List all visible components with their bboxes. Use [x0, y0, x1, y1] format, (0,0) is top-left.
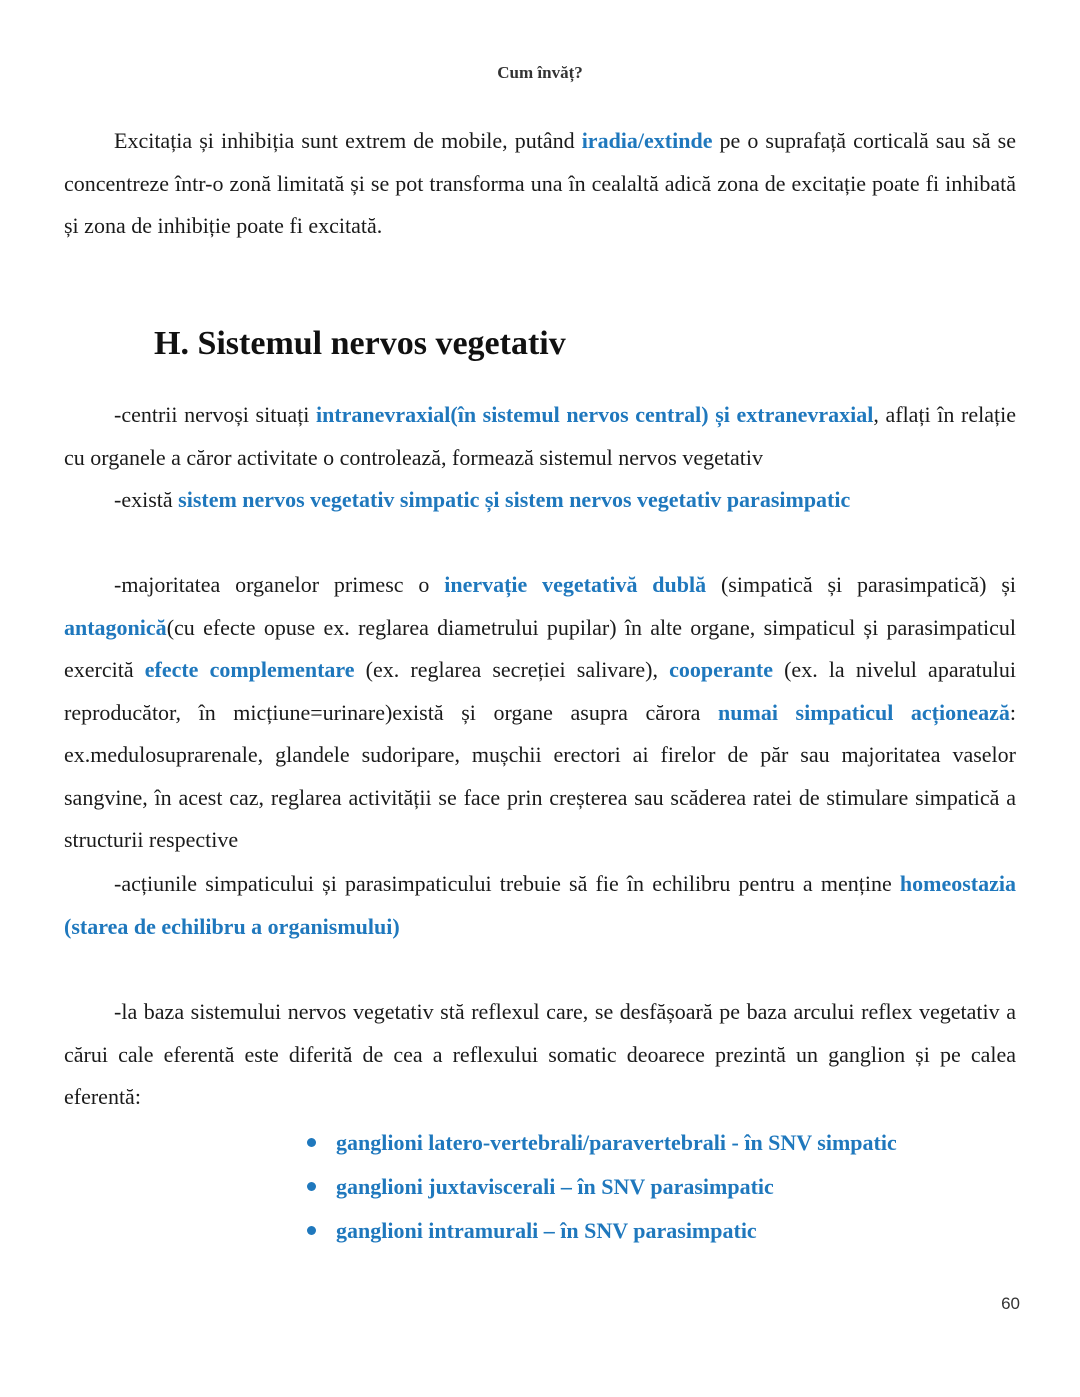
text: -acțiunile simpaticului și parasimpaticului trebuie să fie în echilibru pentru a menține: [114, 871, 900, 896]
list-item-text: ganglioni latero-vertebrali/paravertebrali - în SNV simpatic: [336, 1130, 897, 1155]
list-item: [300, 1165, 897, 1209]
ganglioni-list: [300, 1121, 897, 1253]
text: -există: [114, 487, 179, 512]
list-item-text: ganglioni juxtaviscerali – în SNV parasimpatic: [336, 1174, 774, 1199]
bullet-icon: [307, 1138, 316, 1147]
text: (simpatică și parasimpatică) și: [706, 572, 1016, 597]
text: pe o suprafață corticală sau să se concentreze într-o zonă limitată și se pot transforma una în cealaltă adică zona de excitație poate fi inhibată și zona de inhibiție poate fi excitată.: [64, 128, 1016, 238]
text: (ex. reglarea secreției salivare),: [354, 657, 670, 682]
paragraph-actiunile: [64, 863, 1016, 948]
text: -la baza sistemului nervos vegetativ stă reflexul care, se desfășoară pe baza arcului reflex vegetativ a cărui cale eferentă este diferită de cea a reflexului somatic deoarece prezintă un ganglion și pe calea eferentă:: [64, 999, 1016, 1109]
bullet-icon: [307, 1226, 316, 1235]
paragraph-centrii: [64, 394, 1016, 479]
text: -centrii nervoși situați: [114, 402, 316, 427]
paragraph-majoritatea: [64, 564, 1016, 862]
text: (cu efecte opuse ex. reglarea diametrului pupilar) în alte organe, simpaticul și parasimpaticul exercită: [64, 614, 1016, 682]
text: , aflați în relație cu organele a căror activitate o controlează, formează sistemul nervos vegetativ: [64, 402, 1016, 470]
highlight-term: sistem nervos vegetativ simpatic și sistem nervos vegetativ parasimpatic: [178, 487, 851, 512]
text: (ex. la nivelul aparatului reproducător, în micțiune=urinare)există și organe asupra cărora: [64, 657, 1017, 725]
highlight-term: cooperante: [669, 657, 773, 682]
list-item: [300, 1121, 897, 1165]
highlight-term: antagonică: [64, 614, 167, 640]
highlight-term: numai simpaticul acționează: [718, 699, 1010, 725]
section-title: H. Sistemul nervos vegetativ: [154, 325, 566, 362]
highlight-term: inervație vegetativă dublă: [444, 572, 707, 597]
text: Excitația și inhibiția sunt extrem de mobile, putând: [114, 128, 582, 153]
page-number: 60: [1001, 1294, 1020, 1313]
highlight-term: intranevraxial(în sistemul nervos central) și extranevraxial: [315, 402, 874, 427]
text: -majoritatea organelor primesc o: [114, 572, 445, 597]
intro-paragraph: [64, 120, 1016, 248]
list-item-text: ganglioni intramurali – în SNV parasimpatic: [336, 1218, 757, 1243]
bullet-icon: [307, 1182, 316, 1191]
paragraph-baza: [64, 991, 1016, 1119]
highlight-term: homeostazia (starea de echilibru a organismului): [64, 871, 1016, 939]
highlight-term: iradia/extinde: [581, 128, 713, 153]
highlight-term: efecte complementare: [144, 657, 355, 682]
list-item: [300, 1209, 897, 1253]
text: : ex.medulosuprarenale, glandele sudoripare, mușchii erectori ai firelor de păr sau majoritatea vaselor sangvine, în acest caz, reglarea activității se face prin creșterea sau scăderea ratei de stimulare simpatică a structurii respective: [64, 699, 1016, 852]
page-header-title: Cum învăț?: [497, 63, 583, 82]
paragraph-exista: [64, 479, 1016, 522]
